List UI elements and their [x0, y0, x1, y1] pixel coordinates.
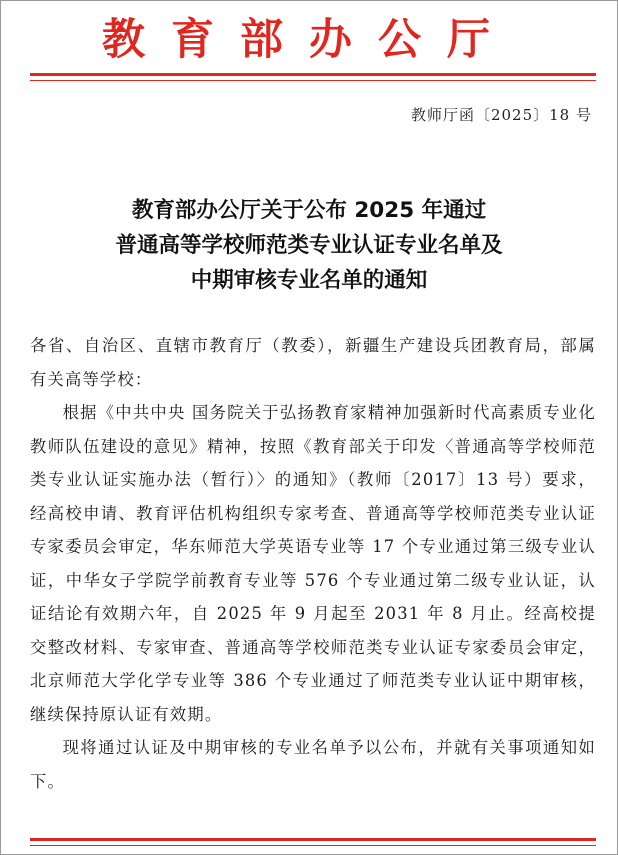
footer-divider-thick — [30, 838, 596, 841]
salutation: 各省、自治区、直辖市教育厅（教委），新疆生产建设兵团教育局，部属有关高等学校： — [30, 336, 596, 389]
document-number: 教师厅函〔2025〕18 号 — [410, 106, 592, 124]
header-divider-thick — [30, 73, 596, 76]
agency-header: 教育部办公厅 — [102, 15, 516, 65]
footer-divider-thin — [30, 845, 596, 846]
notice-body — [30, 329, 596, 798]
title-line-1: 教育部办公厅关于公布 2025 年通过 — [131, 198, 487, 223]
title-line-2: 普通高等学校师范类专业认证专业名单及 — [115, 233, 503, 258]
title-line-3: 中期审核专业名单的通知 — [190, 268, 428, 293]
notice-title — [0, 193, 618, 298]
body-paragraph: 现将通过认证及中期审核的专业名单予以公布，并就有关事项通知如下。 — [30, 738, 596, 791]
body-paragraph: 根据《中共中央 国务院关于弘扬教育家精神加强新时代高素质专业化教师队伍建设的意见》精神，按照《教育部关于印发〈普通高等学校师范类专业认证实施办法（暂行）〉的通知》（教师〔2017〕13 号）要求，经高校申请、教育评估机构组织专家考查、普通高等学校师范类专业认证专家委员会审定，华东师范大学英语专业等 17 个专业通过第三级专业认证，中华女子学院学前教育专业等 576 个专业通过第二级专业认证，认证结论有效期六年，自 2025 年 9 月起至 2031 年 8 月止。经高校提交整改材料、专家审查、普通高等学校师范类专业认证专家委员会审定，北京师范大学化学专业等 386 个专业通过了师范类专业认证中期审核，继续保持原认证有效期。 — [30, 403, 596, 724]
header-divider-thin — [30, 80, 596, 81]
